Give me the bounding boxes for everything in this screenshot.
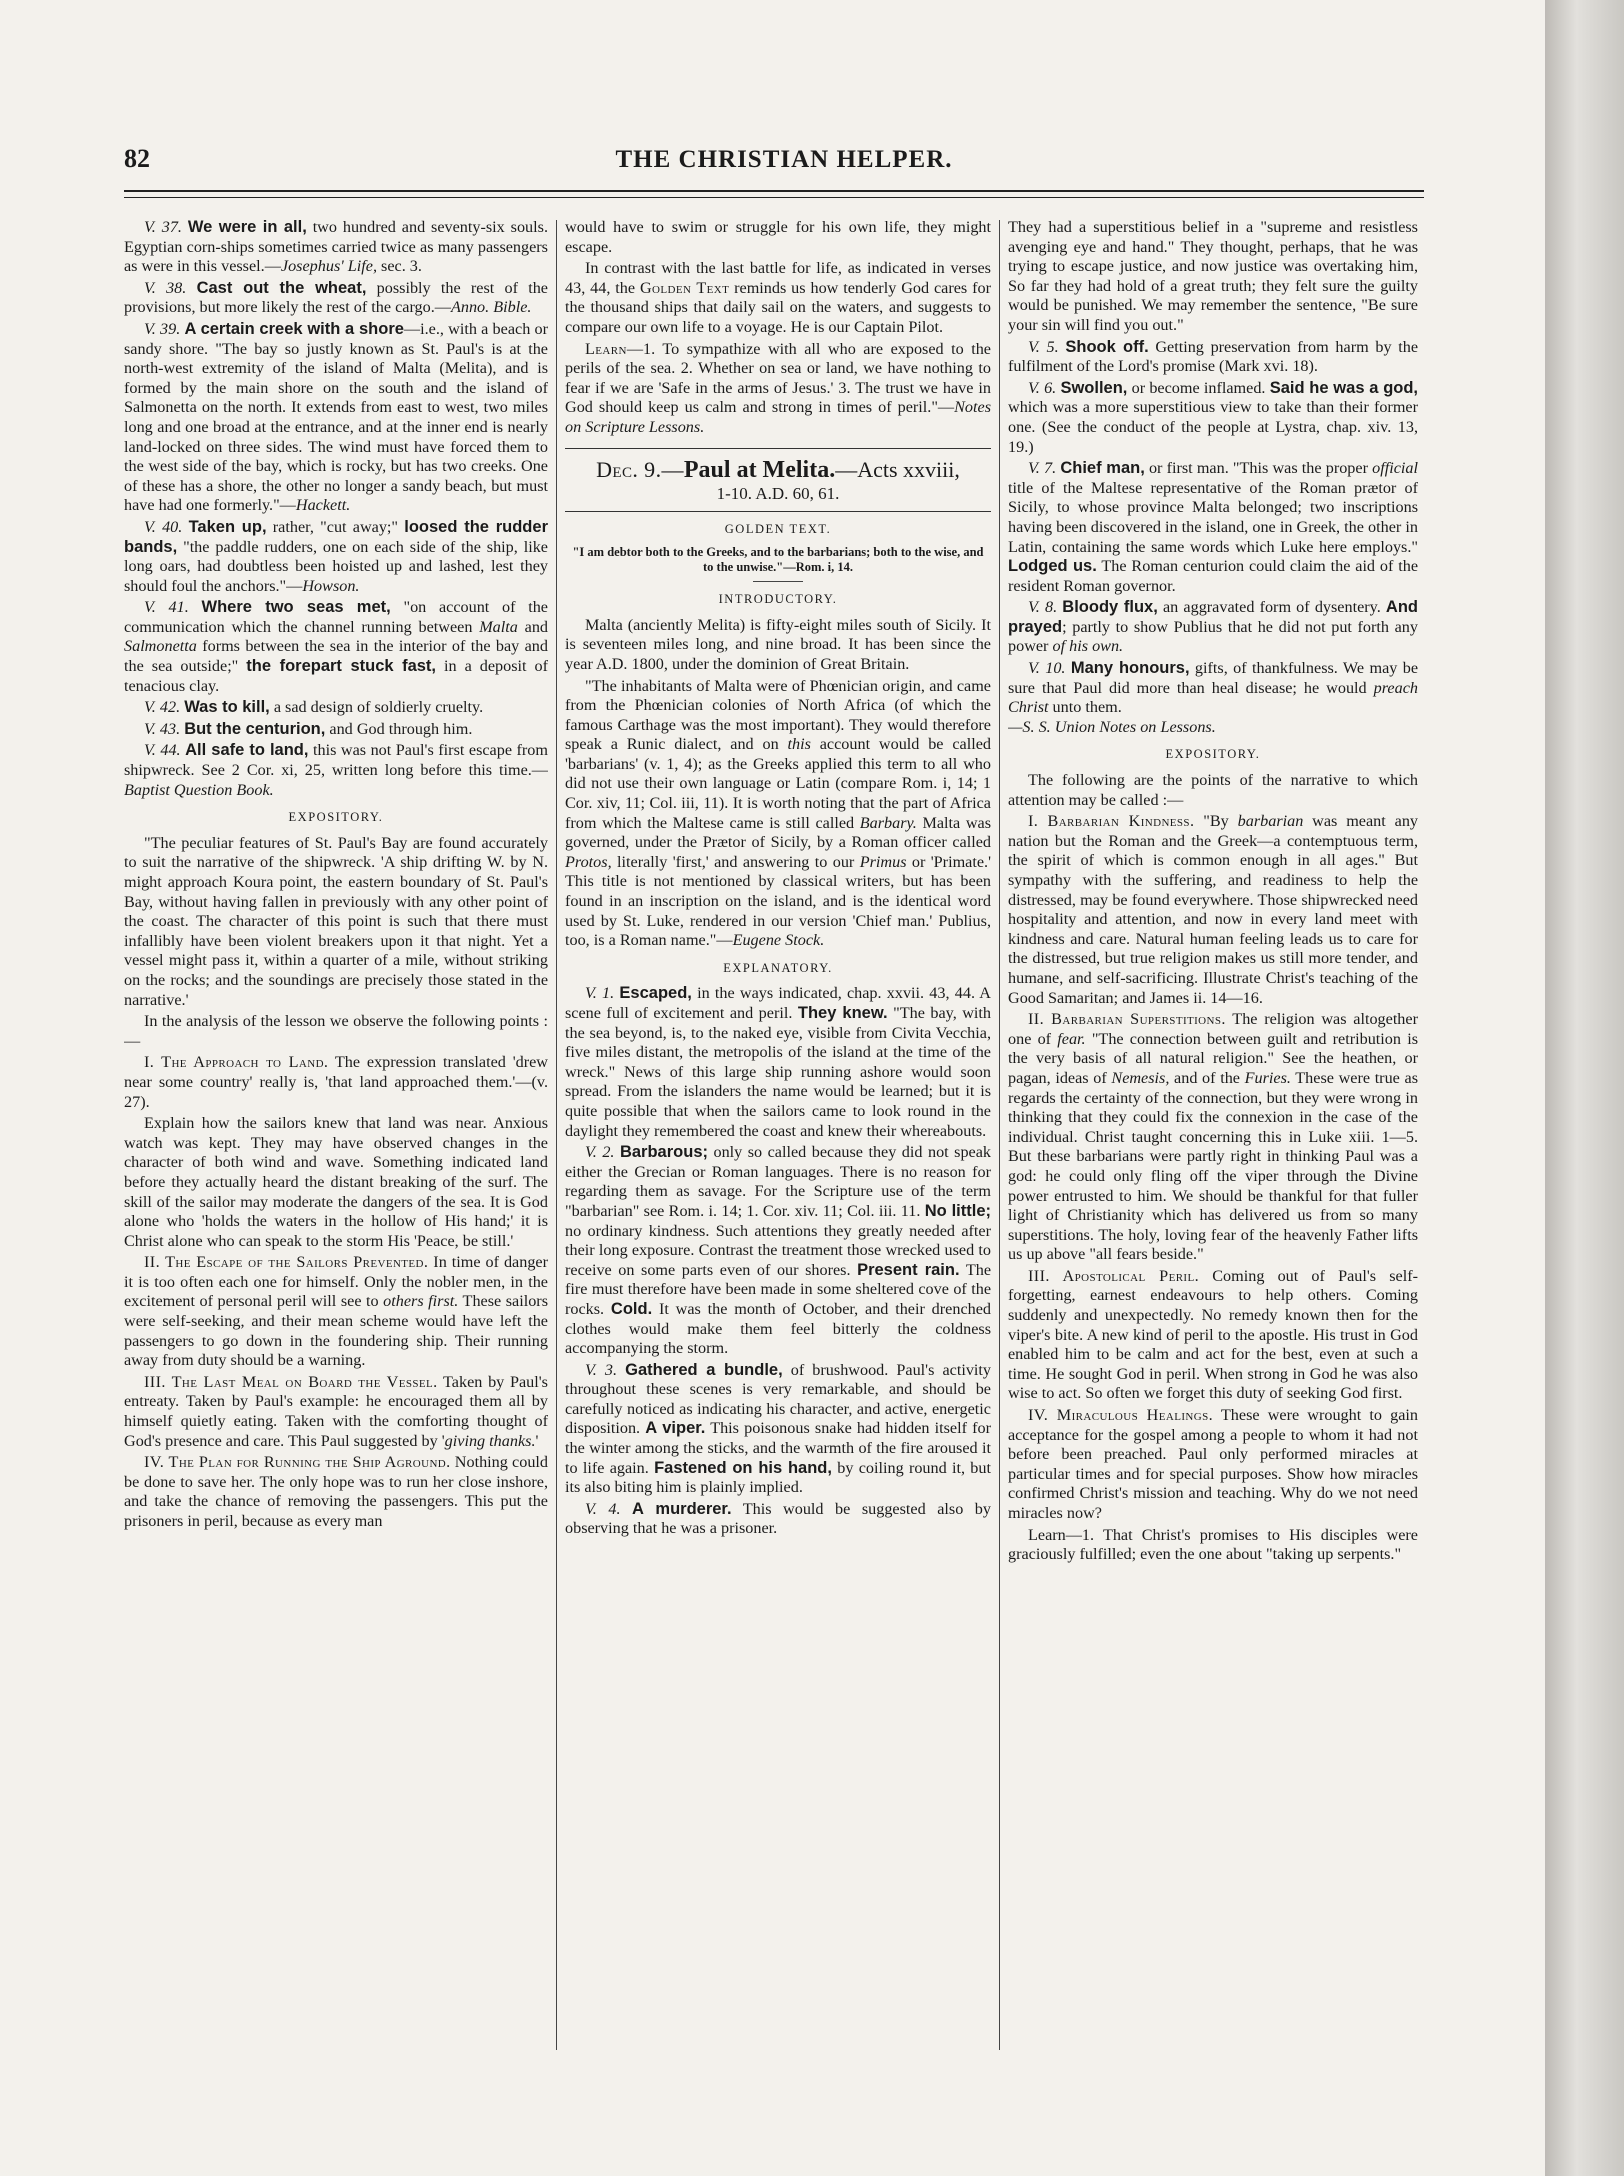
lesson-date: Dec. 9.— — [596, 456, 684, 482]
point-heading: II. The Escape of the Sailors Prevented. — [144, 1253, 429, 1272]
paragraph: The following are the points of the narrative to which attention may be called :— — [1008, 771, 1418, 809]
lesson-heading — [565, 448, 991, 512]
section-heading: GOLDEN TEXT. — [724, 521, 832, 536]
verse-keyword: Bloody flux, — [1062, 598, 1158, 617]
point-paragraph: IV. The Plan for Running the Ship Aground. Nothing could be done to save her. The only hope was to run her close inshore, and take the chance of removing the passengers. This put the prisoners in peril, because as every man — [124, 1453, 548, 1530]
section-heading: EXPLANATORY. — [723, 960, 833, 975]
point-heading: II. Barbarian Superstitions. — [1028, 1010, 1226, 1029]
verse-keyword: Many honours, — [1070, 659, 1190, 678]
point-heading: IV. Miraculous Healings. — [1028, 1406, 1214, 1425]
verse-note: V. 42. Was to kill, a sad design of soldierly cruelty. — [144, 698, 484, 717]
point-paragraph: IV. Miraculous Healings. These were wrought to gain acceptance for the gospel among a people to whom it had not before been preached. Paul only performed miracles at particular times and for special purposes. Show how miracles confirmed Christ's mission and teaching. Why do we not need miracles now? — [1008, 1406, 1418, 1522]
point-paragraph: I. Barbarian Kindness. "By barbarian was meant any nation but the Roman and the Greek—a contemptuous term, the spirit of which is common enough in all ages." But sympathy with the suffering, and readiness to help the distressed, may be found everywhere. Those shipwrecked need hospitality and attention, and now in every land meet with kindness and care. Natural human feeling leads us to care for the distressed, but true religion makes us still more tender, and humane, and self-sacrificing. Illustrate Christ's teaching of the Good Samaritan; and James ii. 14—16. — [1008, 812, 1418, 1007]
paragraph: "The peculiar features of St. Paul's Bay are found accurately to suit the narrative of the shipwreck. 'A ship drifting W. by N. might approach Koura point, the eastern boundary of St. Paul's Bay, without having fallen in previously with any other point of the coast. The character of this point is such that there must infallibly have been violent breakers upon it that night. Yet a vessel might pass it, within a quarter of a mile, without striking on the rocks; and the soundings are precisely those stated in the narrative.' — [124, 833, 548, 1009]
paragraph: "The inhabitants of Malta were of Phœnician origin, and came from the Phœnician colonies of North Africa (of which the famous Carthage was the most important). They would therefore speak a Runic dialect, and on this account would be called 'barbarians' (v. 1, 4); as the Greeks applied this term to all who did not use their own language or Latin (compare Rom. i, 14; 1 Cor. xiv, 11; Col. iii, 11). It is worth noting that the part of Africa from which the Maltese came is still called Barbary. Malta was governed, under the Prætor of Sicily, by a Roman officer called Protos, literally 'first,' and answering to our Primus or 'Primate.' This title is not mentioned by classical writers, but has been found in an inscription on the island, and is the identical word used by St. Luke, rendered in our version 'Chief man.' Publius, too, is a Roman name."—Eugene Stock. — [565, 676, 991, 950]
verse-keyword: And prayed — [1008, 598, 1418, 636]
short-rule — [753, 581, 803, 582]
verse-keyword: A certain creek with a shore — [184, 319, 404, 338]
paragraph: Malta (anciently Melita) is fifty-eight miles south of Sicily. It is seventeen miles long, and nine broad. It has been since the year A.D. 1800, under the dominion of Great Britain. — [565, 615, 991, 673]
verse-note: V. 43. But the centurion, and God through him. — [144, 719, 473, 738]
lesson-subline: 1-10. A.D. 60, 61. — [716, 483, 840, 503]
learn-paragraph: Learn—1. That Christ's promises to His disciples were graciously fulfilled; even the one about "taking up serpents." — [1008, 1525, 1418, 1564]
column-divider — [556, 220, 557, 2050]
verse-note: V. 41. Where two seas met, "on account of the communication which the channel running between Malta and Salmonetta forms between the sea in the interior of the bay and the sea outside;" the forepart stuck fast, in a deposit of tenacious clay. — [124, 598, 548, 695]
verse-note: V. 4. A murderer. This would be suggested also by observing that he was a prisoner. — [565, 1499, 991, 1538]
verse-keyword: Fastened on his hand, — [654, 1458, 832, 1477]
verse-note: V. 44. All safe to land, this was not Paul's first escape from shipwreck. See 2 Cor. xi, 25, written long before this time.—Baptist Question Book. — [124, 741, 548, 799]
verse-note: V. 3. Gathered a bundle, of brushwood. Paul's activity throughout these scenes is very remarkable, and should be carefully noticed as indicating his character, and active, energetic disposition. A viper. This poisonous snake had hidden itself for the winter among the sticks, and the warmth of the fire aroused it to life again. Fastened on his hand, by coiling round it, but its also biting him is plainly implied. — [565, 1360, 991, 1497]
column-right — [1008, 218, 1418, 2098]
verse-note: V. 6. Swollen, or become inflamed. Said he was a god, which was a more superstitious view to take than their former one. (See the conduct of the people at Lystra, chap. xiv. 13, 19.) — [1008, 378, 1418, 456]
lesson-title: Paul at Melita. — [683, 456, 836, 483]
paragraph: In contrast with the last battle for life, as indicated in verses 43, 44, the Golden Text reminds us how tenderly God cares for the thousand ships that daily sail on the waters, and suggests to compare our own life to a voyage. He is our Captain Pilot. — [565, 259, 991, 336]
paragraph: In the analysis of the lesson we observe the following points :— — [124, 1012, 548, 1050]
running-title: THE CHRISTIAN HELPER. — [615, 146, 953, 173]
verse-note: V. 40. Taken up, rather, "cut away;" loosed the rudder bands, "the paddle rudders, one on each side of the ship, like long oars, had doubtless been hoisted up and lashed, lest they should foul the anchors."—Howson. — [124, 517, 548, 595]
paragraph: would have to swim or struggle for his own life, they might escape. — [565, 218, 991, 256]
lesson-reference: —Acts xxviii, — [835, 456, 960, 482]
verse-keyword: Where two seas met, — [201, 598, 391, 617]
column-divider — [999, 220, 1000, 2050]
section-heading: INTRODUCTORY. — [718, 592, 838, 607]
verse-keyword: All safe to land, — [185, 741, 309, 760]
verse-keyword: Swollen, — [1060, 378, 1128, 397]
verse-keyword: Lodged us. — [1008, 557, 1097, 576]
verse-note: V. 2. Barbarous; only so called because they did not speak either the Grecian or Roman languages. There is no reason for regarding them as savage. For the Scripture use of the term "barbarian" see Rom. i. 14; 1. Cor. xiv. 11; Col. iii. 11. No little; no ordinary kindness. Such attentions they greatly needed after their long exposure. Contrast the treatment those wrecked used to receive on some parts even of our shores. Present rain. The fire must therefore have been made in some sheltered cove of the rocks. Cold. It was the month of October, and their drenched clothes would make them feel bitterly the coldness accompanying the storm. — [565, 1143, 991, 1358]
learn-paragraph: Learn—1. To sympathize with all who are exposed to the perils of the sea. 2. Whether on sea or land, we have nothing to fear if we are 'Safe in the arms of Jesus.' 3. The trust we have in God should keep us calm and strong in times of peril."—Notes on Scripture Lessons. — [565, 339, 991, 436]
column-middle — [565, 218, 991, 2098]
point-paragraph: III. Apostolical Peril. Coming out of Paul's self-forgetting, earnest endeavours to help others. Coming suddenly and unexpectedly. No remedy known then for the viper's bite. A new kind of peril to the apostle. His trust in God enabled him to be calm and act for the best, even at such a time. He sought God in peril. When strong in God he was also wise to act. So often we forget this duty of seeking God first. — [1008, 1266, 1418, 1403]
column-left — [124, 218, 548, 2098]
verse-keyword: No little; — [924, 1201, 991, 1220]
verse-keyword: loosed the rudder bands, — [124, 517, 548, 556]
point-heading: III. Apostolical Peril. — [1028, 1266, 1200, 1285]
verse-keyword: They knew. — [797, 1004, 888, 1022]
verse-keyword: Said he was a god, — [1269, 378, 1418, 397]
verse-keyword: Barbarous; — [619, 1143, 708, 1162]
verse-keyword: Cast out the wheat, — [196, 278, 367, 297]
paragraph: Explain how the sailors knew that land was near. Anxious watch was kept. They may have observed changes in the character of both wind and wave. Something indicated land before they actually heard the distant breaking of the surf. The skill of the sailor may moderate the dangers of the sea. It is God alone who 'holds the waters in the hollow of His hand;' it is Christ alone who can speak to the storm His 'Peace, be still.' — [124, 1114, 548, 1250]
verse-keyword: Cold. — [610, 1299, 653, 1318]
verse-keyword: But the centurion, — [184, 719, 326, 738]
header-rule — [124, 190, 1424, 198]
point-heading: IV. The Plan for Running the Ship Aground. — [144, 1453, 451, 1472]
golden-text: "I am debtor both to the Greeks, and to the barbarians; both to the wise, and to the unwise."—Rom. i, 14. — [572, 545, 984, 575]
page-header — [124, 138, 1444, 184]
verse-keyword: the forepart stuck fast, — [246, 657, 437, 676]
point-heading: III. The Last Meal on Board the Vessel. — [144, 1372, 438, 1391]
page-edge — [1545, 0, 1624, 2176]
verse-keyword: Present rain. — [857, 1260, 960, 1279]
verse-keyword: Escaped, — [619, 984, 692, 1003]
verse-keyword: Shook off. — [1065, 337, 1149, 356]
point-heading: I. The Approach to Land. — [144, 1053, 329, 1072]
section-heading: EXPOSITORY. — [288, 810, 384, 825]
section-heading: EXPOSITORY. — [1165, 747, 1261, 762]
page-number: 82 — [124, 144, 150, 173]
verse-keyword: A murderer. — [632, 1499, 732, 1518]
verse-keyword: Gathered a bundle, — [625, 1360, 783, 1379]
verse-note: V. 37. We were in all, two hundred and seventy-six souls. Egyptian corn-ships sometimes carried twice as many passengers as were in this vessel.—Josephus' Life, sec. 3. — [124, 218, 548, 276]
point-paragraph: I. The Approach to Land. The expression translated 'drew near some country' really is, 'that land approached them.'—(v. 27). — [124, 1053, 548, 1111]
point-paragraph: II. Barbarian Superstitions. The religion was altogether one of fear. "The connection between guilt and retribution is the very basis of all natural religion." See the heathen, or pagan, ideas of Nemesis, and of the Furies. These were true as regards the certainty of the connection, but they were wrong in thinking that they could fix the connexion in the case of the individual. Christ taught concerning this in Luke xiii. 1—5. But these barbarians were partly right in thinking Paul was a god: he could only fling off the viper through the Divine power entrusted to him. We should be thankful for that fuller light of Christianity which has delivered us from so many superstitions. The holy, loving fear of the heavenly Father lifts us up above "all fears beside." — [1008, 1010, 1418, 1264]
verse-keyword: Taken up, — [188, 517, 267, 536]
point-paragraph: III. The Last Meal on Board the Vessel. Taken by Paul's entreaty. Taken by Paul's example: he encouraged them all by himself quietly eating. Taken with the comforting thought of God's presence and care. This Paul suggested by 'giving thanks.' — [124, 1372, 548, 1450]
verse-note: V. 10. Many honours, gifts, of thankfulness. We may be sure that Paul did more than heal disease; he would preach Christ unto them. —S. S. Union Notes on Lessons. — [1008, 659, 1418, 736]
verse-keyword: We were in all, — [187, 218, 307, 236]
point-paragraph: II. The Escape of the Sailors Prevented. In time of danger it is too often each one for himself. Only the nobler men, in the excitement of personal peril will see to others first. These sailors were self-seeking, and their mean scheme would have left the passengers to go down in the foundering ship. Their running away from duty should be a warning. — [124, 1253, 548, 1370]
verse-note: V. 38. Cast out the wheat, possibly the rest of the provisions, but more likely the rest of the cargo.—Anno. Bible. — [124, 278, 548, 317]
verse-note: V. 39. A certain creek with a shore—i.e., with a beach or sandy shore. "The bay so justly known as St. Paul's is at the north-west extremity of the island of Malta (Melita), and is formed by the main shore on the south and the island of Salmonetta on the north. It extends from east to west, two miles long and one broad at the entrance, and at the inner end is nearly land-locked on three sides. The wind must have forced them to the west side of the bay, which is rocky, but has two creeks. One of these has a shore, the other no longer a sandy beach, but must have had one formerly."—Hackett. — [124, 319, 548, 515]
paragraph: They had a superstitious belief in a "supreme and resistless avenging eye and hand." They thought, perhaps, that he was trying to escape justice, and now justice was overtaking him, So far they had hold of a great truth; they felt sure the guilty would be punished. We may remember the sentence, "Be sure your sin will find you out." — [1008, 218, 1418, 334]
verse-keyword: Chief man, — [1060, 459, 1145, 478]
point-heading: I. Barbarian Kindness. — [1028, 812, 1195, 831]
verse-note: V. 5. Shook off. Getting preservation from harm by the fulfilment of the Lord's promise (Mark xvi. 18). — [1008, 337, 1418, 376]
verse-note: V. 7. Chief man, or first man. "This was the proper official title of the Maltese representative of the Roman prætor of Sicily, to whose province Malta belonged; two inscriptions having been discovered in the island, one in Greek, the other in Latin, containing the same words which Luke here employs." Lodged us. The Roman centurion could claim the aid of the resident Roman governor. — [1008, 459, 1418, 595]
verse-keyword: Was to kill, — [184, 698, 270, 717]
verse-note: V. 1. Escaped, in the ways indicated, chap. xxvii. 43, 44. A scene full of excitement and peril. They knew. "The bay, with the sea beyond, is, to the naked eye, visible from Civita Vecchia, five miles distant, the metropolis of the island at the time of the wreck." News of this large ship running ashore would soon spread. From the islanders the name would be learned; but it is quite possible that when the sailors came to look round in the daylight they remembered the coast and knew their whereabouts. — [565, 984, 991, 1140]
verse-note: V. 8. Bloody flux, an aggravated form of dysentery. And prayed; partly to show Publius that he did not put forth any power of his own. — [1008, 598, 1418, 656]
verse-keyword: A viper. — [645, 1419, 706, 1438]
